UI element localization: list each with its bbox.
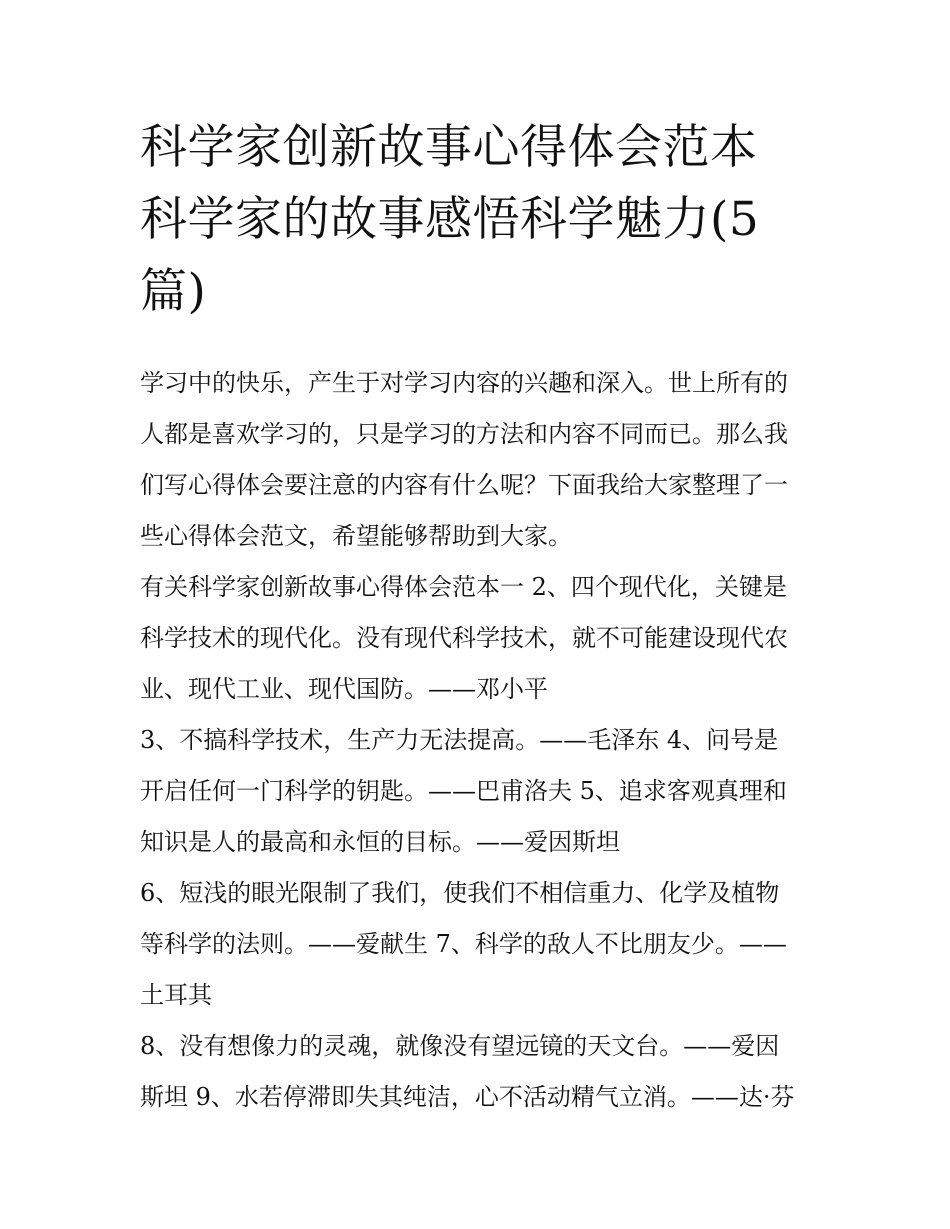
body-line: 人都是喜欢学习的，只是学习的方法和内容不同而已。那么我 [140,420,788,448]
body-line: 3、不搞科学技术，生产力无法提高。——毛泽东 4、问号是 [140,726,779,754]
body-line: 业、现代工业、现代国防。——邓小平 [140,675,548,703]
body-line: 斯坦 9、水若停滞即失其纯洁，心不活动精气立消。——达·芬 [140,1083,795,1111]
body-line: 开启任何一门科学的钥匙。——巴甫洛夫 5、追求客观真理和 [140,777,787,805]
body-line: 知识是人的最高和永恒的目标。——爱因斯坦 [140,828,620,856]
body-line: 们写心得体会要注意的内容有什么呢？下面我给大家整理了一 [140,471,788,499]
title-line: 科学家创新故事心得体会范本 [140,120,758,175]
body-line: 土耳其 [140,981,212,1009]
body-line: 等科学的法则。——爱献生 7、科学的敌人不比朋友少。—— [140,930,787,958]
body-line: 科学技术的现代化。没有现代科学技术，就不可能建设现代农 [140,624,788,652]
title-line: 科学家的故事感悟科学魅力(5 [140,192,760,247]
body-line: 学习中的快乐，产生于对学习内容的兴趣和深入。世上所有的 [140,369,788,397]
body-line: 6、短浅的眼光限制了我们，使我们不相信重力、化学及植物 [140,879,780,907]
body-line: 有关科学家创新故事心得体会范本一 2、四个现代化，关键是 [140,573,787,601]
title-line: 篇) [140,264,207,319]
document-title [140,112,840,328]
body-line: 8、没有想像力的灵魂，就像没有望远镜的天文台。——爱因 [140,1032,780,1060]
body-line: 些心得体会范文，希望能够帮助到大家。 [140,522,572,550]
document-body [140,358,820,1123]
